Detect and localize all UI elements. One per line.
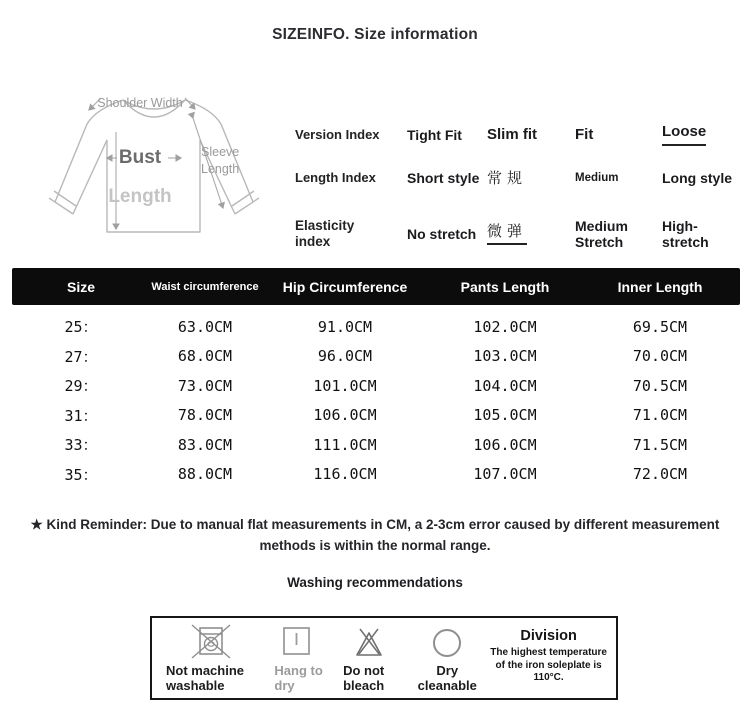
cell-hip: 111.0CM [313,435,377,454]
cell-size: 31： [64,406,98,425]
index-cell: Slim fit [487,126,538,143]
no-bleach-icon [349,623,389,663]
index-row-label: Length Index [295,170,376,185]
column-header-pants-length: Pants Length [460,278,550,295]
cell-hip: 96.0CM [317,347,373,366]
division-title: Division [520,628,577,644]
column-header-hip: Hip Circumference [282,278,408,295]
index-cell: 常规 [487,169,528,187]
cell-hip: 116.0CM [313,465,377,484]
index-cell-selected: Loose [662,124,747,146]
table-row [12,430,740,460]
cell-waist: 88.0CM [177,465,233,484]
cell-size: 35： [64,465,98,484]
index-cell: Short style [407,170,480,186]
index-cell: High-stretch [662,218,709,250]
index-cell: No stretch [407,226,477,242]
cell-size: 27： [64,347,98,366]
table-row [12,460,740,490]
cell-size: 29： [64,377,98,396]
cell-inner: 72.0CM [632,465,688,484]
cell-inner: 70.5CM [632,376,688,395]
cell-pants: 105.0CM [473,406,537,425]
cell-waist: 83.0CM [177,435,233,454]
cell-pants: 102.0CM [473,317,537,336]
size-table-header [12,268,740,305]
care-item-label: Dry cleanable [417,663,477,693]
care-item-not-machine-washable [160,623,260,693]
length-label: Length [108,186,172,207]
size-table-body [12,312,740,489]
bust-label: Bust [118,147,162,168]
cell-waist: 73.0CM [177,376,233,395]
table-row [12,401,740,431]
column-header-waist: Waist circumference [151,280,259,293]
washing-recommendations-heading: Washing recommendations [287,575,463,590]
division-text: The highest temperature of the iron soleplate is 110°C. [490,647,607,683]
index-cell: Tight Fit [407,127,462,143]
care-item-do-not-bleach [331,623,407,693]
hang-dry-icon [278,623,314,663]
cell-waist: 68.0CM [177,347,233,366]
index-cell: Medium [575,172,619,184]
kind-reminder-note: ★ Kind Reminder: Due to manual flat measurements in CM, a 2-3cm error caused by different measurement methods is within the normal range. [30,517,720,553]
washing-care-box [150,616,618,700]
page-title: SIZEINFO. Size information [272,26,478,43]
index-row-label: Version Index [295,127,380,142]
cell-pants: 103.0CM [473,347,537,366]
care-item-label: Not machine washable [166,663,245,693]
shoulder-width-label: Shoulder Width [97,96,183,110]
table-row [12,312,740,342]
index-row-label: Elasticity index [295,218,355,249]
cell-inner: 71.0CM [632,406,688,425]
no-machine-wash-icon [187,623,233,663]
sleeve-length-label: Sleeve Length [201,145,240,176]
index-cell: Long style [662,170,733,186]
care-item-hang-to-dry [260,623,331,693]
care-item-dry-cleanable [407,623,487,693]
cell-hip: 91.0CM [317,317,373,336]
cell-hip: 101.0CM [313,376,377,395]
index-cell-selected: 微弹 [487,223,575,245]
cell-waist: 78.0CM [177,406,233,425]
garment-diagram [35,82,285,262]
cell-size: 33： [64,436,98,455]
cell-inner: 69.5CM [632,317,688,336]
cell-pants: 106.0CM [473,435,537,454]
fit-index-table [295,112,747,270]
care-item-label: Hang to dry [274,663,323,693]
index-cell: Medium Stretch [575,218,628,250]
care-item-label: Do not bleach [343,663,385,693]
index-cell: Fit [575,126,594,143]
cell-inner: 71.5CM [632,435,688,454]
cell-pants: 104.0CM [473,376,537,395]
table-row [12,342,740,372]
cell-pants: 107.0CM [473,465,537,484]
dry-clean-icon [428,623,466,663]
care-item-ironing-division [487,623,610,685]
cell-inner: 70.0CM [632,347,688,366]
column-header-size: Size [66,278,95,295]
column-header-inner-length: Inner Length [617,278,703,295]
cell-size: 25： [64,318,98,337]
cell-hip: 106.0CM [313,406,377,425]
cell-waist: 63.0CM [177,317,233,336]
table-row [12,371,740,401]
